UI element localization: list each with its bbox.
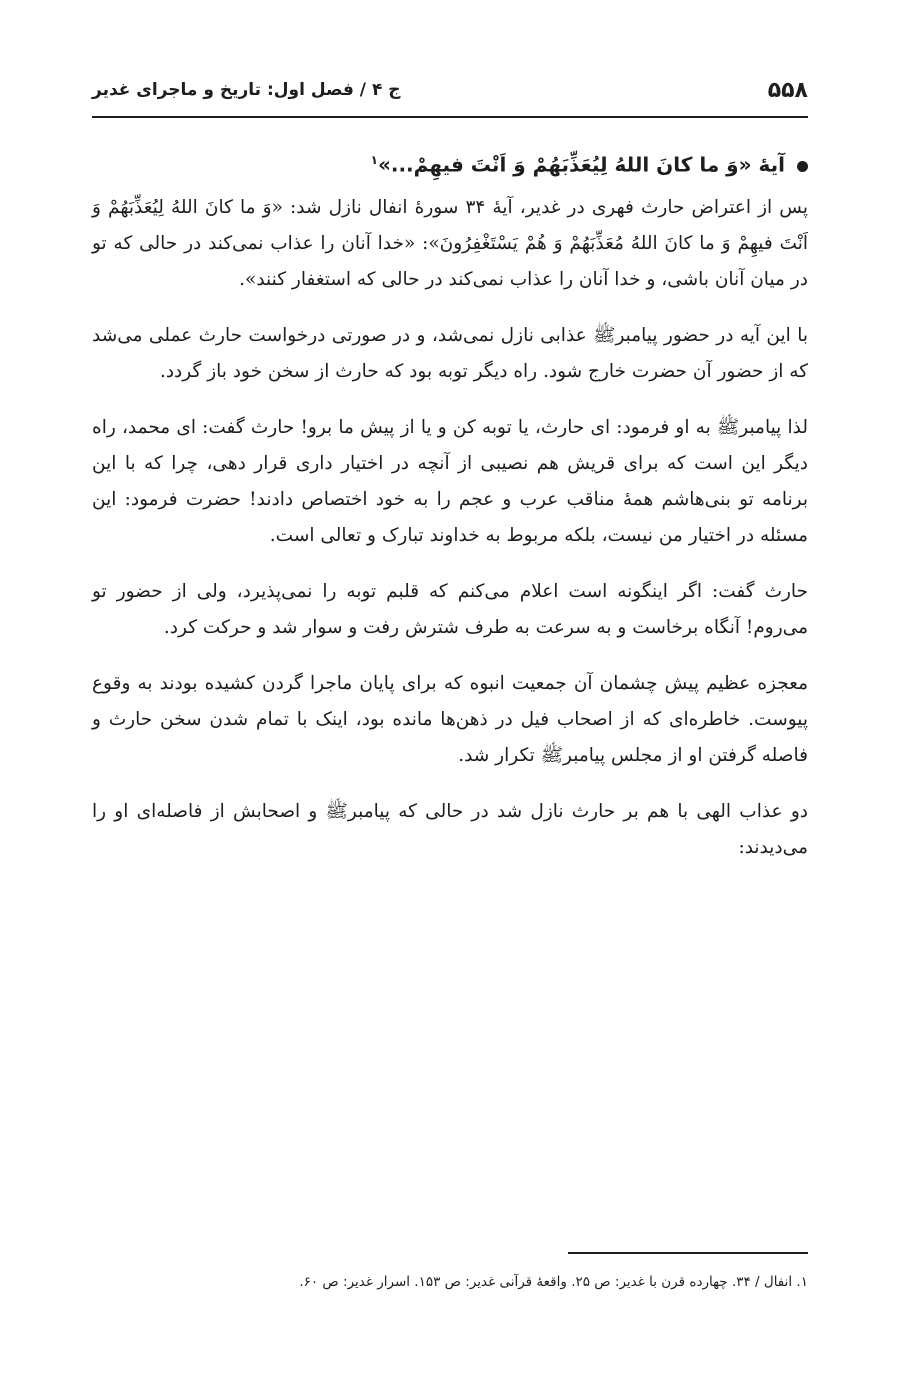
header-divider	[92, 116, 808, 118]
section-heading	[92, 140, 808, 185]
footnote-divider	[568, 1252, 808, 1254]
page-header	[92, 70, 808, 110]
footnote: ۱. انفال / ۳۴. چهارده قرن با غدیر: ص ۲۵. واقعهٔ قرآنی غدیر: ص ۱۵۳. اسرار غدیر: ص ۶۰.	[299, 1274, 808, 1290]
running-title: ج ۴ / فصل اول: تاریخ و ماجرای غدیر	[92, 80, 401, 100]
paragraph: پس از اعتراض حارث فهری در غدیر، آیهٔ ۳۴ سورهٔ انفال نازل شد: «وَ ما کانَ اللهُ لِیُعَذِّبَهُمْ وَ اَنْتَ فیهِمْ وَ ما کانَ اللهُ مُعَذِّبَهُمْ وَ هُمْ یَسْتَغْفِرُونَ»: «خدا آنان را عذاب نمی‌کند در حالی که تو در میان آنان باشی، و خدا آنان را عذاب نمی‌کند در حالی که استغفار کنند».	[92, 197, 808, 290]
bullet-icon	[797, 161, 808, 172]
section-heading-text: آیهٔ «وَ ما کانَ اللهُ لِیُعَذِّبَهُمْ وَ اَنْتَ فیهِمْ...»	[377, 152, 785, 177]
book-page	[92, 0, 808, 1390]
paragraph: دو عذاب الهی با هم بر حارث نازل شد در حالی که پیامبرﷺ و اصحابش از فاصله‌ای او را می‌دیدند:	[92, 801, 808, 858]
page-number: ۵۵۸	[767, 77, 808, 103]
paragraph: با این آیه در حضور پیامبرﷺ عذابی نازل نمی‌شد، و در صورتی درخواست حارث عملی می‌شد که از حضور آن حضرت خارج شود. راه دیگر توبه بود که حارث از سخن خود باز گردد.	[92, 325, 808, 382]
footnote-reference: ۱	[370, 153, 378, 167]
paragraph: لذا پیامبرﷺ به او فرمود: ای حارث، یا توبه کن و یا از پیش ما برو! حارث گفت: ای محمد، راه دیگر این است که برای قریش هم نصیبی از آنچه در اختیار داری قرار دهی، چرا که با این برنامه تو بنی‌هاشم همهٔ مناقب عرب و عجم را به خود اختصاص دادند! حضرت فرمود: این مسئله در اختیار من نیست، بلکه مربوط به خداوند تبارک و تعالی است.	[92, 417, 808, 546]
page-body	[92, 190, 808, 886]
paragraph: حارث گفت: اگر اینگونه است اعلام می‌کنم که قلبم توبه را نمی‌پذیرد، ولی از حضور تو می‌روم! آنگاه برخاست و به سرعت به طرف شترش رفت و سوار شد و حرکت کرد.	[92, 581, 808, 638]
paragraph: معجزه عظیم پیش چشمان آن جمعیت انبوه که برای پایان ماجرا گردن کشیده بودند به وقوع پیوست. خاطره‌ای که از اصحاب فیل در ذهن‌ها مانده بود، اینک با تمام شدن سخن حارث و فاصله گرفتن او از مجلس پیامبرﷺ تکرار شد.	[92, 673, 808, 766]
